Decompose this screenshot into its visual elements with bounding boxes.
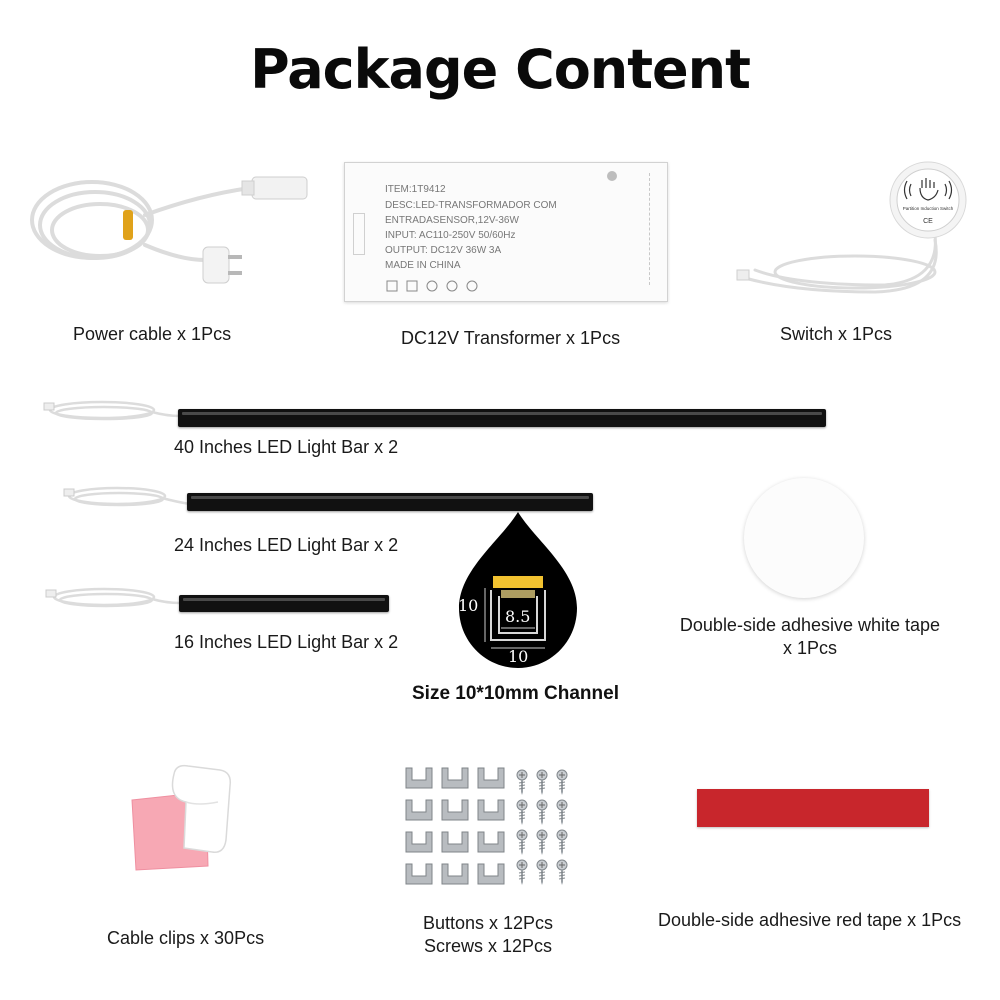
power-cable-image: [20, 175, 320, 300]
white-tape-image: [744, 478, 864, 598]
transformer-caption: DC12V Transformer x 1Pcs: [401, 328, 621, 348]
certification-icons: [385, 279, 495, 293]
bar16-image: [179, 595, 389, 612]
red-tape-caption: Double-side adhesive red tape x 1Pcs: [658, 910, 962, 930]
screws-caption: Screws x 12Pcs: [423, 936, 553, 956]
switch-label-text: Partition Induction Switch: [902, 206, 954, 211]
output-ports: [649, 173, 662, 285]
bar24-caption: 24 Inches LED Light Bar x 2: [174, 535, 399, 555]
power-cable-caption: Power cable x 1Pcs: [73, 324, 232, 344]
page-title: Package Content: [250, 38, 750, 101]
transformer-desc2-text: ENTRADASENSOR,12V-36W: [385, 215, 519, 226]
channel-profile-diagram: [455, 510, 581, 670]
input-terminal: [353, 213, 365, 255]
channel-inner-label: 8.5: [505, 607, 531, 626]
buttons-caption: Buttons x 12Pcs: [422, 913, 554, 933]
cable-clips-caption: Cable clips x 30Pcs: [107, 928, 265, 948]
switch-ce-mark: CE: [923, 218, 933, 225]
bar40-cable-image: [42, 394, 182, 430]
transformer-item-text: ITEM:1T9412: [385, 184, 446, 195]
bar40-caption: 40 Inches LED Light Bar x 2: [174, 437, 399, 457]
red-tape-image: [697, 789, 929, 827]
transformer-output-text: OUTPUT: DC12V 36W 3A: [385, 245, 502, 256]
transformer-image: [344, 162, 668, 302]
transformer-origin-text: MADE IN CHINA: [385, 260, 461, 271]
channel-width-label: 10: [508, 647, 529, 666]
bar40-image: [178, 409, 826, 427]
bar24-image: [187, 493, 593, 511]
transformer-desc-text: DESC:LED-TRANSFORMADOR COM: [385, 200, 557, 211]
transformer-input-text: INPUT: AC110-250V 50/60Hz: [385, 230, 516, 241]
channel-height-label: 10: [458, 596, 479, 615]
switch-caption: Switch x 1Pcs: [780, 324, 893, 344]
buttons-screws-image: [398, 762, 588, 894]
bar16-cable-image: [44, 580, 184, 616]
channel-caption: Size 10*10mm Channel: [412, 683, 619, 704]
bar16-caption: 16 Inches LED Light Bar x 2: [174, 632, 399, 652]
switch-image: [735, 160, 975, 305]
bar24-cable-image: [62, 478, 192, 514]
indicator-light: [607, 171, 617, 181]
white-tape-caption-line1: Double-side adhesive white tape: [679, 615, 941, 635]
white-tape-caption-line2: x 1Pcs: [782, 638, 838, 658]
cable-clip-image: [128, 762, 248, 872]
